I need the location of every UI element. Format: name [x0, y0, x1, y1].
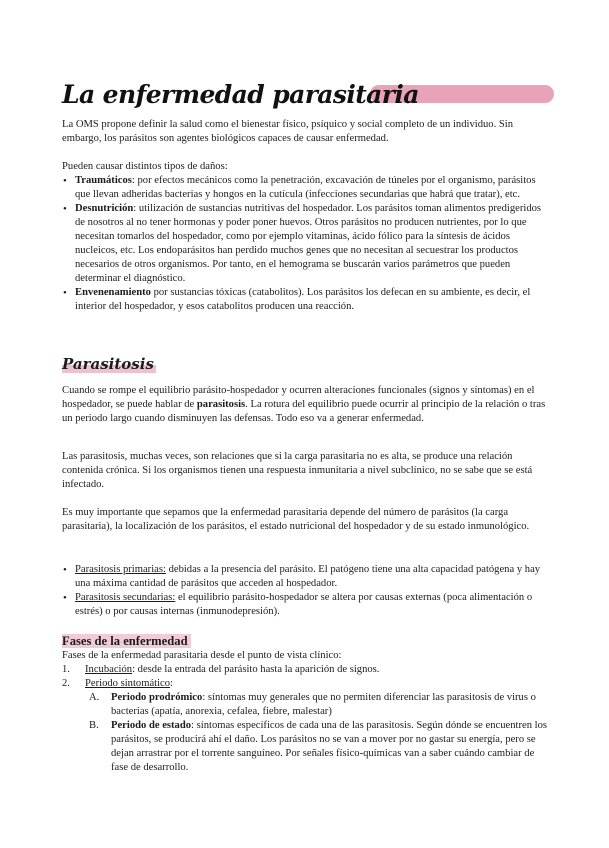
list-item: [62, 202, 552, 286]
parasitosis-heading: [62, 354, 156, 374]
list-item: [62, 286, 552, 314]
phases-lead: Fases de la enfermedad parasitaria desde el punto de vista clínico:: [62, 650, 342, 661]
damage-text: por sustancias tóxicas (catabolitos). Los parásitos los defecan en su ambiente, es decir, el interior del hospedador, y esos catabolitos producen una reacción.: [75, 287, 531, 312]
list-item: [62, 677, 552, 691]
p1-after: . La rotura del equilibrio puede ocurrir al principio de la relación o tras un periodo largo cuando disminuyen las defensas. Todo eso va a generar enfermedad.: [62, 399, 546, 424]
phase-term: Periodo sintomático: [85, 678, 171, 689]
item-number: 1.: [62, 664, 70, 675]
damages-list: [62, 174, 552, 314]
type-text: el equilibrio parásito-hospedador se altera por causas externas (poca alimentación o estrés) o por causas internas (inmunodepresión).: [75, 592, 533, 617]
damages-section: [62, 160, 552, 314]
item-letter: A.: [89, 692, 100, 703]
parasitosis-types-list: [62, 563, 552, 619]
list-item: [62, 591, 552, 619]
subphase-term: Periodo prodrómico: [111, 692, 203, 703]
item-letter: B.: [89, 720, 99, 731]
subphase-text: : síntomas muy generales que no permiten diferenciar las parasitosis de virus o bacterias (apatía, anorexia, cefalea, fiebre, malestar): [111, 692, 536, 717]
phases-section: [62, 649, 552, 775]
damage-text: : por efectos mecánicos como la penetración, excavación de túneles por el organismo, parásitos que llevan adheridas bacterias y hongos en la cutícula (infecciones secundarias que habrá que tratar), etc.: [75, 175, 536, 200]
type-term: Parasitosis primarias:: [75, 564, 166, 575]
list-item: [62, 174, 552, 202]
list-item: [62, 563, 552, 591]
list-item: [62, 691, 552, 719]
parasitosis-paragraph-1: [62, 384, 552, 426]
subphase-term: Periodo de estado: [111, 720, 192, 731]
title-row: [62, 78, 562, 114]
subphase-text: : síntomas específicos de cada una de las parasitosis. Según dónde se encuentren los parásitos, se producirá ahí el daño. Los parásitos no se van a mover por no gastar su energía, pero se dejan arrastrar por el torrente sanguíneo. Por señales físico-químicas van a saber cuándo cambiar de fase de desarrollo.: [111, 720, 548, 773]
damage-term: Traumáticos: [75, 175, 132, 186]
intro-paragraph: La OMS propone definir la salud como el bienestar físico, psíquico y social completo de un individuo. Sin embargo, los parásitos son agentes biológicos capaces de causar enfermedad.: [62, 119, 514, 144]
item-number: 2.: [62, 678, 70, 689]
parasitosis-paragraph-3: Es muy importante que sepamos que la enfermedad parasitaria depende del número de parásitos (la carga parasitaria), la localización de los parásitos, el estado nutricional del hospedador y de su estado inmunológico.: [62, 507, 530, 532]
phase-term: Incubación: [85, 664, 133, 675]
type-term: Parasitosis secundarias:: [75, 592, 176, 603]
damage-term: Desnutrición: [75, 203, 134, 214]
p1-bold: parasitosis: [196, 399, 246, 410]
list-item: [62, 663, 552, 677]
damage-term: Envenenamiento: [75, 287, 151, 298]
phase-text: :: [170, 678, 173, 689]
phase-text: : desde la entrada del parásito hasta la aparición de signos.: [132, 664, 380, 675]
list-item: [62, 719, 552, 775]
page-title: La enfermedad parasitaria: [62, 80, 419, 109]
p1-before: Cuando se rompe el equilibrio parásito-hospedador y ocurren alteraciones funcionales (signos y síntomas) en el hospedador, se puede hablar de: [62, 385, 535, 410]
phases-heading-text: Fases de la enfermedad: [62, 634, 191, 648]
phases-heading: [62, 633, 191, 649]
damage-text: : utilización de sustancias nutritivas del hospedador. Los parásitos toman alimentos predigeridos de nosotros al no tener hormonas y poder poner huevos. Otros parásitos no producen nutrientes, por lo que necesitan tomarlos del hospedador, como por ejemplo vitaminas, ácido fólico para la síntesis de ácidos nucleicos, etc. Los endoparásitos han perdido muchos genes que no necesitan al secuestrar los productos necesarios de otros organismos. Por tanto, en el hemograma se buscarán varios parámetros que pueden determinar el diagnóstico.: [75, 203, 542, 284]
parasitosis-paragraph-2: Las parasitosis, muchas veces, son relaciones que si la carga parasitaria no es alta, se produce una relación contenida crónica. Si los organismos tienen una respuesta inmunitaria a nivel subclínico, no se sabe que se está infectado.: [62, 451, 533, 490]
damages-lead: Pueden causar distintos tipos de daños:: [62, 161, 228, 172]
type-text: debidas a la presencia del parásito. El patógeno tiene una alta capacidad patógena y hay una máxima cantidad de parásitos que acceden al hospedador.: [75, 564, 541, 589]
parasitosis-heading-text: Parasitosis: [62, 355, 154, 373]
